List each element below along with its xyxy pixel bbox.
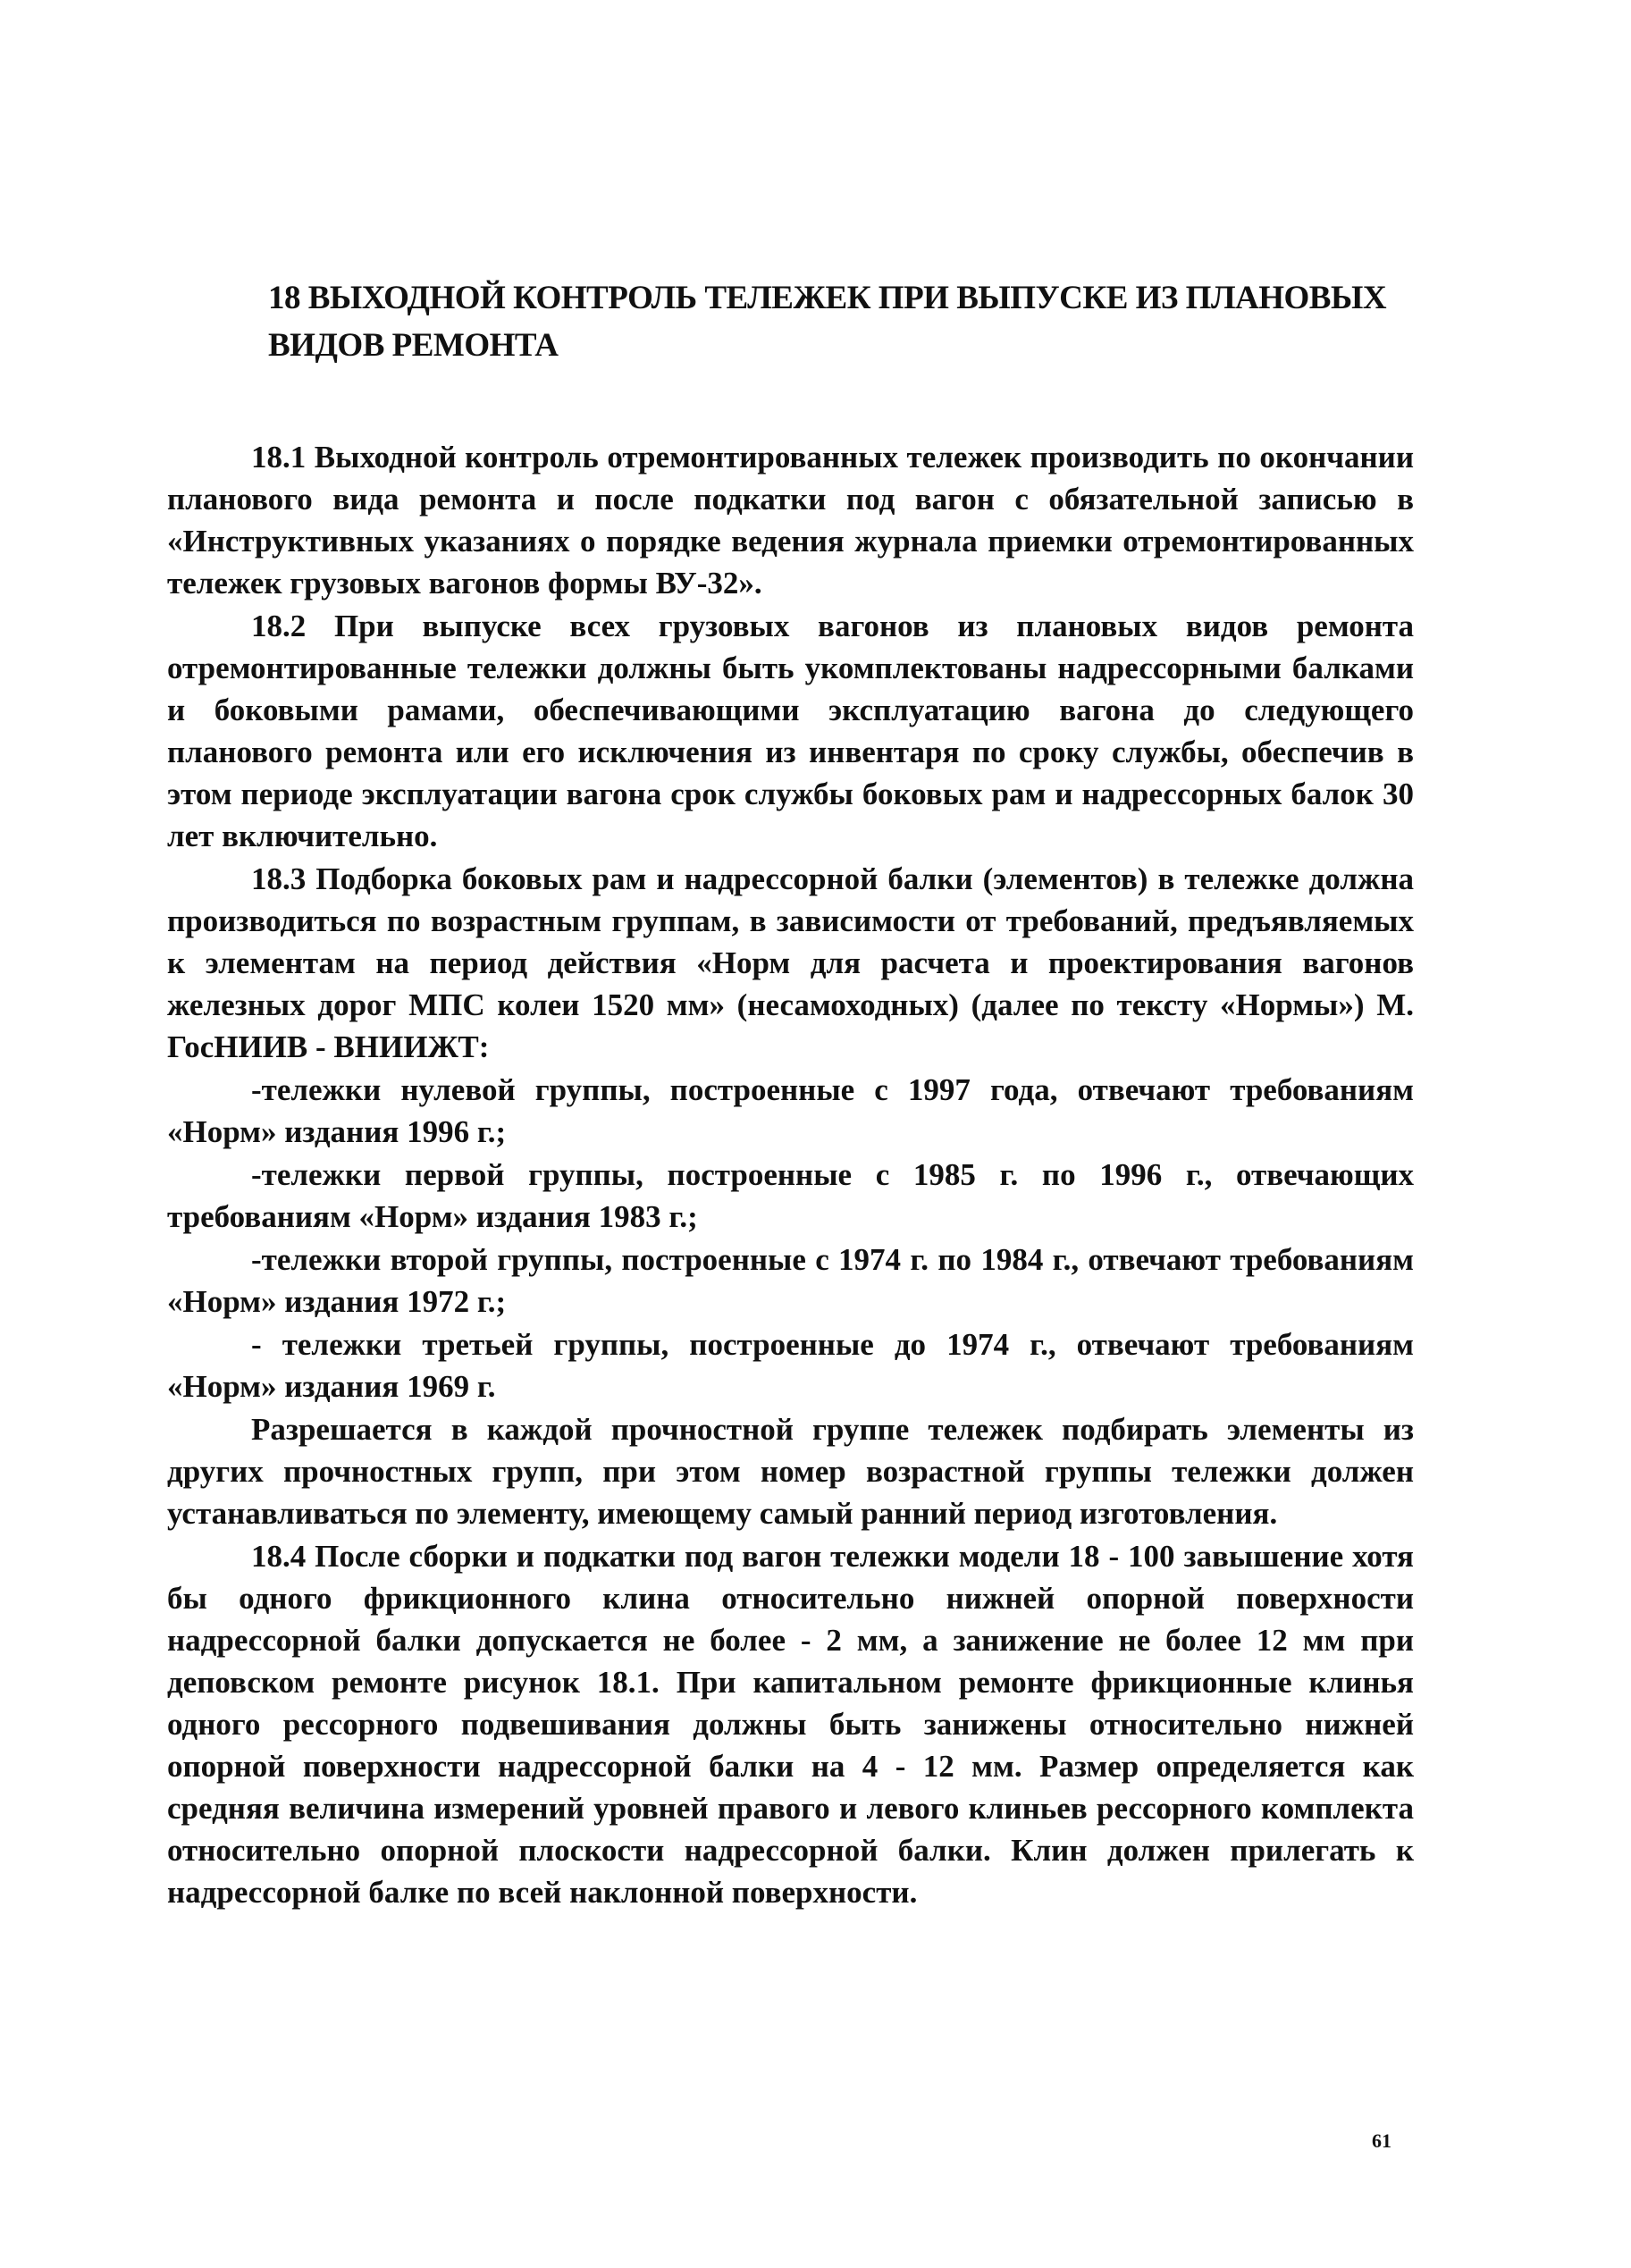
list-item-group-zero: -тележки нулевой группы, построенные с 1997 года, отвечают требованиям «Норм» издания 1996 г.; <box>167 1072 1414 1149</box>
section-body <box>167 436 1414 1914</box>
paragraph-18-3: 18.3 Подборка боковых рам и надрессорной балки (элементов) в тележке должна производиться по возрастным группам, в зависимости от требований, предъявляемых к элементам на период действия «Норм для расчета и проектирования вагонов железных дорог МПС колеи 1520 мм» (несамоходных) (далее по тексту «Нормы») М. ГосНИИВ - ВНИИЖТ: <box>167 861 1414 1064</box>
paragraph-18-4: 18.4 После сборки и подкатки под вагон тележки модели 18 - 100 завышение хотя бы одного фрикционного клина относительно нижней опорной поверхности надрессорной балки допускается не более - 2 мм, а занижение не более 12 мм при деповском ремонте рисунок 18.1. При капитальном ремонте фрикционные клинья одного рессорного подвешивания должны быть занижены относительно нижней опорной поверхности надрессорной балки на 4 - 12 мм. Размер определяется как средняя величина измерений уровней правого и левого клиньев рессорного комплекта относительно опорной плоскости надрессорной балки. Клин должен прилегать к надрессорной балке по всей наклонной поверхности. <box>167 1539 1414 1910</box>
paragraph-18-2: 18.2 При выпуске всех грузовых вагонов из плановых видов ремонта отремонтированные тележки должны быть укомплектованы надрессорными балками и боковыми рамами, обеспечивающими эксплуатацию вагона до следующего планового ремонта или его исключения из инвентаря по сроку службы, обеспечив в этом периоде эксплуатации вагона срок службы боковых рам и надрессорных балок 30 лет включительно. <box>167 609 1414 853</box>
section-heading: 18 ВЫХОДНОЙ КОНТРОЛЬ ТЕЛЕЖЕК ПРИ ВЫПУСКЕ ИЗ ПЛАНОВЫХ ВИДОВ РЕМОНТА <box>268 280 1387 364</box>
paragraph-permission: Разрешается в каждой прочностной группе тележек подбирать элементы из других прочностных групп, при этом номер возрастной группы тележки должен устанавливаться по элементу, имеющему самый ранний период изготовления. <box>167 1412 1414 1531</box>
list-item-group-three: - тележки третьей группы, построенные до 1974 г., отвечают требованиям «Норм» издания 1969 г. <box>167 1327 1414 1404</box>
list-item-group-one: -тележки первой группы, построенные с 1985 г. по 1996 г., отвечающих требованиям «Норм» издания 1983 г.; <box>167 1157 1414 1234</box>
page-number: 61 <box>1372 2129 1391 2152</box>
paragraph-18-1: 18.1 Выходной контроль отремонтированных тележек производить по окончании планового вида ремонта и после подкатки под вагон с обязательной записью в «Инструктивных указаниях о порядке ведения журнала приемки отремонтированных тележек грузовых вагонов формы ВУ-32». <box>167 440 1414 601</box>
list-item-group-two: -тележки второй группы, построенные с 1974 г. по 1984 г., отвечают требованиям «Норм» издания 1972 г.; <box>167 1242 1414 1319</box>
